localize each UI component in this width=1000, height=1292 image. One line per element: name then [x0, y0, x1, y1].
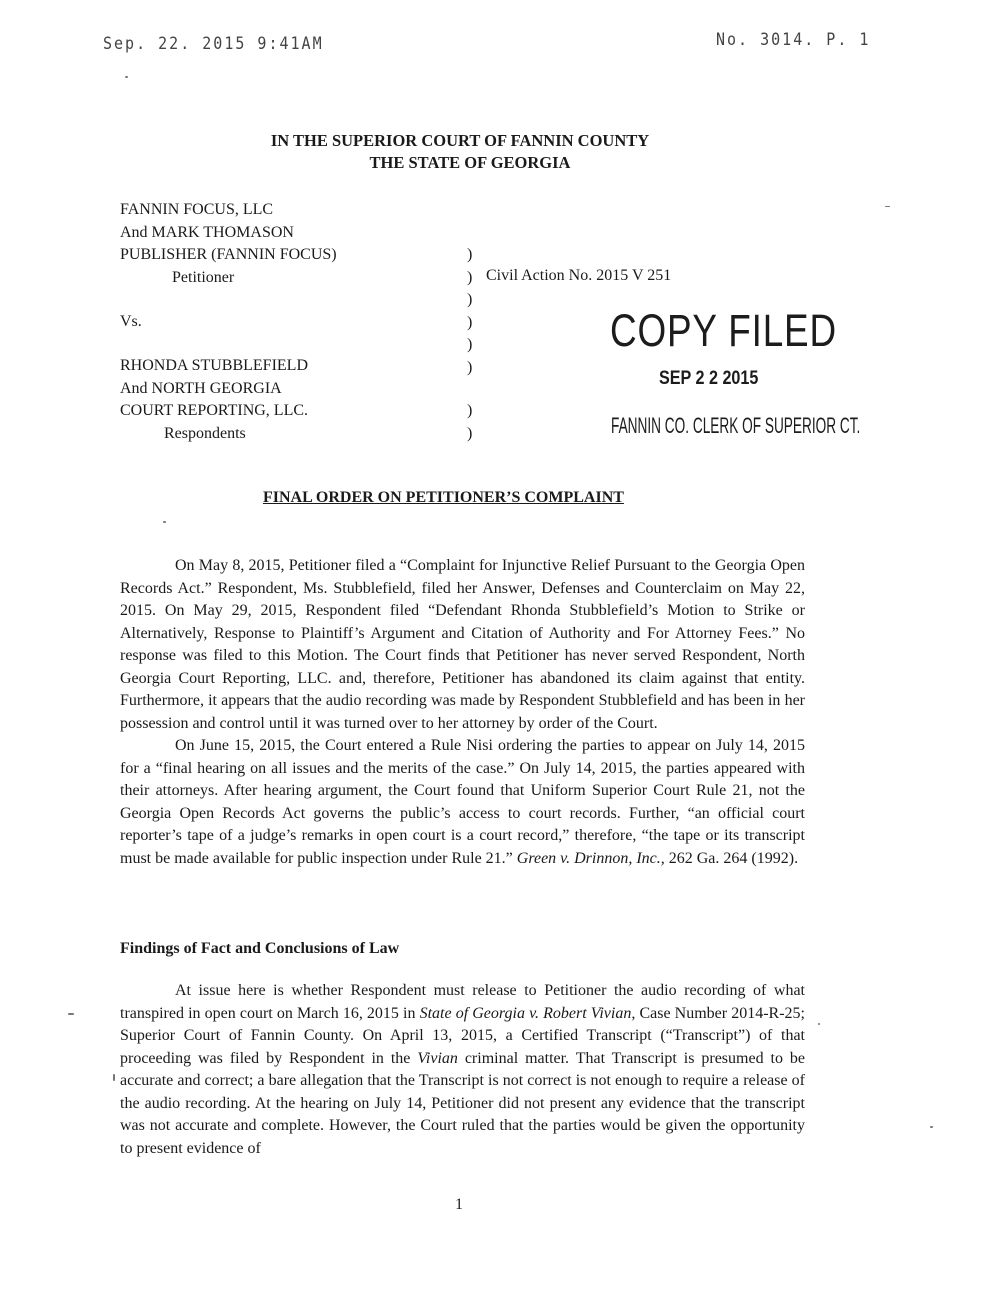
scan-speck [125, 76, 128, 78]
court-name: IN THE SUPERIOR COURT OF FANNIN COUNTY [270, 131, 650, 150]
versus-label: Vs. [120, 313, 142, 330]
case-name: State of Georgia v. Robert Vivian, [419, 1004, 636, 1022]
case-citation-reporter: 262 Ga. 264 (1992). [664, 849, 799, 867]
stamp-date: SEP 2 2 2015 [659, 368, 759, 389]
paragraph-findings [120, 980, 805, 1160]
fax-timestamp: Sep. 22. 2015 9:41AM [103, 32, 324, 54]
paragraph-findings-text-b: Case Number 2014-R-25; Superior Court of Fannin County. On April 13, 2015, a Certified Transcript (“Transcript”) of that proceeding was filed by Respondent in the [120, 1004, 805, 1067]
scan-speck [68, 1013, 74, 1015]
paragraph-hearing [120, 735, 805, 870]
section-heading: Findings of Fact and Conclusions of Law [120, 940, 400, 957]
scan-speck [113, 1074, 115, 1081]
stamp-clerk: FANNIN CO. CLERK OF SUPERIOR CT. [611, 413, 861, 438]
body-paragraphs-1 [120, 555, 805, 870]
page-number: 1 [455, 1196, 463, 1213]
fax-page-number: No. 3014. P. 1 [716, 28, 871, 50]
caption-parentheses-bottom: ) ) [467, 402, 473, 442]
copy-filed-stamp: COPY FILED [610, 305, 837, 356]
respondent-block: RHONDA STUBBLEFIELD And NORTH GEORGIA COURT REPORTING, LLC. Respondents [120, 357, 309, 442]
body-paragraphs-2 [120, 980, 805, 1160]
case-short-name: Vivian [417, 1049, 458, 1067]
case-citation: Green v. Drinnon, Inc., [516, 849, 665, 867]
paragraph-findings-text-a: At issue here is whether Respondent must release to Petitioner the audio recording of what transpired in open court on March 16, 2015 in [120, 982, 805, 1022]
paragraph-procedural-history: On May 8, 2015, Petitioner filed a “Complaint for Injunctive Relief Pursuant to the Georgia Open Records Act.” Respondent, Ms. Stubblefield, filed her Answer, Defenses and Counterclaim on May 22, 2015. On May 29, 2015, Respondent filed “Defendant Rhonda Stubblefield’s Motion to Strike or Alternatively, Response to Plaintiff’s Argument and Citation of Authority and For Attorney Fees.” No response was filed to this Motion. The Court finds that Petitioner has never served Respondent, North Georgia Court Reporting, LLC. and, therefore, Petitioner has abandoned its claim against that entity. Furthermore, it appears that the audio recording was made by Respondent Stubblefield and has been in her possession and control until it was turned over to her attorney by order of the Court. [120, 557, 805, 732]
scan-speck [818, 1023, 820, 1025]
scan-speck [930, 1126, 933, 1128]
court-state: THE STATE OF GEORGIA [369, 153, 571, 172]
scan-speck [885, 206, 890, 207]
order-title: FINAL ORDER ON PETITIONER’S COMPLAINT [263, 489, 624, 506]
caption-parentheses-top: ) ) ) ) ) ) [467, 246, 473, 376]
petitioner-block: FANNIN FOCUS, LLC And MARK THOMASON PUBLISHER (FANNIN FOCUS) Petitioner [120, 201, 337, 286]
scan-speck [163, 521, 166, 523]
paragraph-findings-text-c: criminal matter. That Transcript is presumed to be accurate and correct; a bare allegation that the Transcript is not correct is not enough to require a release of the audio recording. At the hearing on July 14, Petitioner did not present any evidence that the transcript was not accurate and complete. However, the Court ruled that the parties would be given the opportunity to present evidence of [120, 1049, 805, 1157]
paragraph-hearing-text: On June 15, 2015, the Court entered a Rule Nisi ordering the parties to appear on July 14, 2015 for a “final hearing on all issues and the merits of the case.” On July 14, 2015, the parties appeared with their attorneys. After hearing argument, the Court found that Uniform Superior Court Rule 21, not the Georgia Open Records Act governs the public’s access to court records. Further, “an official court reporter’s tape of a judge’s remarks in open court is a court record,” therefore, “the tape or its transcript must be made available for public inspection under Rule 21.” [120, 737, 805, 867]
civil-action-number: Civil Action No. 2015 V 251 [486, 267, 672, 284]
